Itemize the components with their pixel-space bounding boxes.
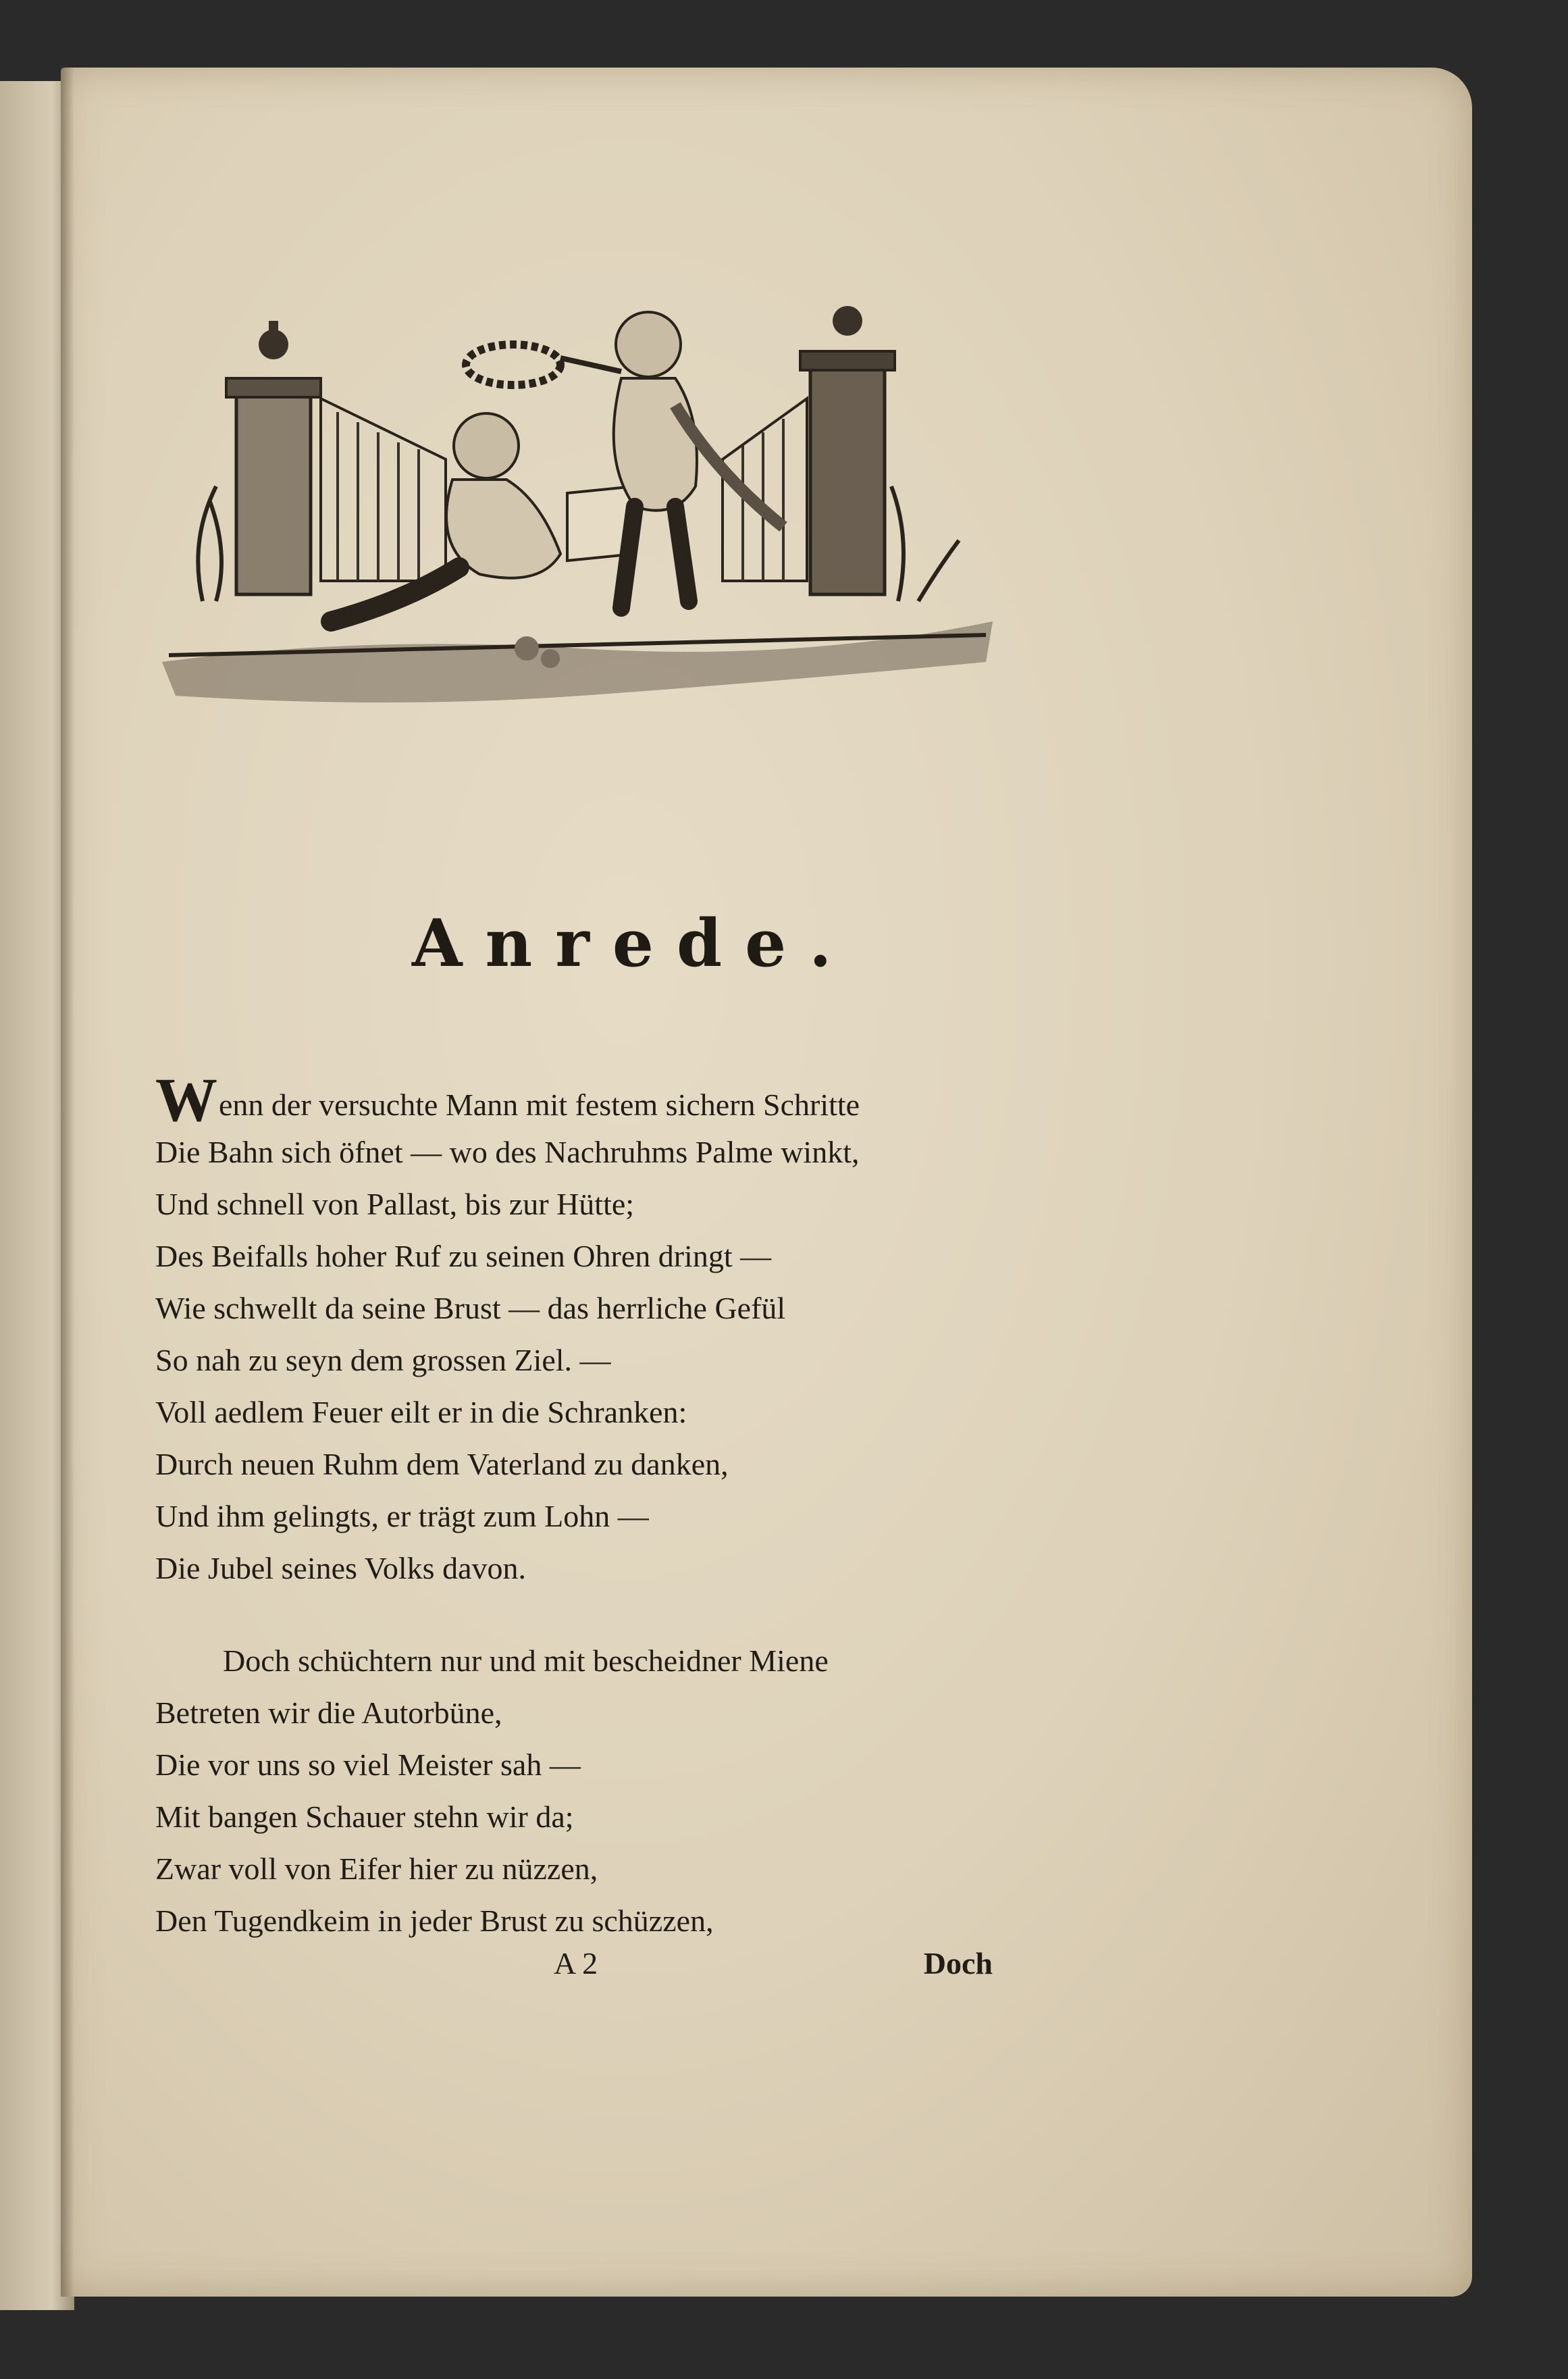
poem-line: Und ihm gelingts, er trägt zum Lohn — xyxy=(155,1499,649,1533)
poem-line: Voll aedlem Feuer eilt er in die Schranken: xyxy=(155,1395,687,1429)
poem-line-text: enn der versuchte Mann mit festem sichern Schritte xyxy=(219,1088,860,1122)
poem-line: Des Beifalls hoher Ruf zu seinen Ohren dringt — xyxy=(155,1239,772,1273)
poem-line: Doch schüchtern nur und mit bescheidner Miene xyxy=(223,1643,829,1678)
poem-line: Die Bahn sich öfnet — wo des Nachruhms Palme winkt, xyxy=(155,1135,860,1169)
page-footer xyxy=(155,1945,993,1993)
signature-mark: A 2 xyxy=(554,1946,598,1980)
poem-line: Die Jubel seines Volks davon. xyxy=(155,1551,526,1585)
poem-line: Die vor uns so viel Meister sah — xyxy=(155,1747,581,1782)
poem-line: Zwar voll von Eifer hier zu nüzzen, xyxy=(155,1851,598,1886)
poem-line: Den Tugendkeim in jeder Brust zu schüzzen, xyxy=(155,1903,714,1938)
page-gutter xyxy=(61,68,74,2297)
poem-line xyxy=(155,1065,1033,1134)
stanza-break xyxy=(155,1594,1033,1635)
poem-line: Betreten wir die Autorbüne, xyxy=(155,1695,502,1730)
poem-body xyxy=(155,1065,1033,1947)
cherub-vignette-illustration xyxy=(162,284,993,716)
catchword: Doch xyxy=(923,1946,993,1980)
poem-line: Mit bangen Schauer stehn wir da; xyxy=(155,1799,574,1834)
page-title: Anrede. xyxy=(412,905,855,981)
poem-line: Und schnell von Pallast, bis zur Hütte; xyxy=(155,1187,635,1221)
poem-line: So nah zu seyn dem grossen Ziel. — xyxy=(155,1343,611,1377)
poem-line: Durch neuen Ruhm dem Vaterland zu danken, xyxy=(155,1447,729,1481)
poem-line: Wie schwellt da seine Brust — das herrliche Gefül xyxy=(155,1291,786,1325)
drop-cap: W xyxy=(155,1065,217,1134)
